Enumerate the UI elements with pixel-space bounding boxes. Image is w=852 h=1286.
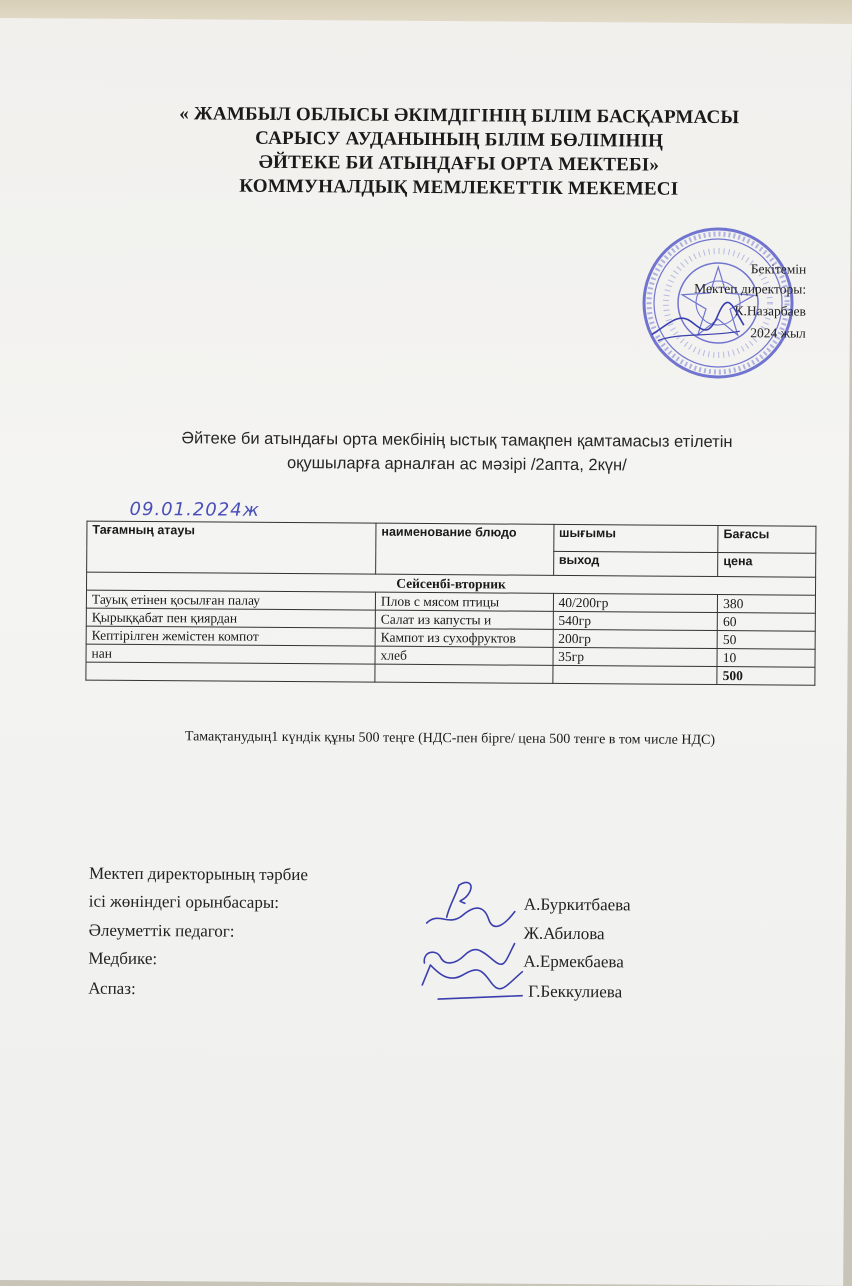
- approval-label: Бекітемін: [750, 261, 807, 277]
- menu-title-line-1: Әйтеке би атындағы орта мекбінің ыстық тамақпен қамтамасыз етілетін: [181, 429, 733, 452]
- dish-price: 380: [718, 595, 816, 614]
- dish-kz: Тауық етінен қосылған палау: [86, 590, 375, 610]
- dish-kz: нан: [86, 644, 375, 664]
- total-empty: [86, 662, 375, 682]
- dish-kz: Кептірілген жемістен компот: [86, 626, 375, 646]
- header-yield-kz: шығымы: [553, 524, 718, 552]
- total-empty: [553, 665, 718, 684]
- approval-director: Мектеп директоры:: [694, 280, 807, 297]
- signatory-name: Ж.Абилова: [523, 923, 605, 944]
- dish-ru: Салат из капусты и: [375, 610, 553, 629]
- signatory-role: Медбике:: [88, 948, 158, 969]
- header-line-2: САРЫСУ АУДАНЫНЫҢ БІЛІМ БӨЛІМІНІҢ: [255, 127, 664, 152]
- dish-price: 50: [717, 631, 815, 650]
- dish-ru: Кампот из сухофруктов: [375, 628, 553, 647]
- signatory-role: Аспаз:: [88, 978, 136, 998]
- signatory-name: А.Ермекбаева: [523, 951, 624, 972]
- document-sheet: [0, 18, 852, 1286]
- handwritten-signatures: [418, 867, 529, 1018]
- dish-yield: 540гр: [553, 611, 718, 630]
- dish-kz: Қырыққабат пен қиярдан: [86, 608, 375, 628]
- header-line-1: « ЖАМБЫЛ ОБЛЫСЫ ӘКІМДІГІНІҢ БІЛІМ БАСҚАРМАСЫ: [179, 103, 740, 129]
- menu-title-line-2: оқушыларға арналған ас мәзірі /2апта, 2күн/: [286, 454, 627, 475]
- signatory-title: Мектеп директорының тәрбие: [88, 863, 308, 885]
- dish-yield: 35гр: [553, 647, 718, 666]
- dish-yield: 40/200гр: [553, 593, 718, 612]
- header-name-kz: Тағамның атауы: [87, 521, 376, 574]
- table-header-row: [87, 521, 816, 553]
- handwritten-date: 09.01.2024ж: [129, 498, 260, 521]
- dish-yield: 200гр: [553, 629, 718, 648]
- director-signature: [648, 295, 748, 346]
- price-note: Тамақтанудың1 күндік құны 500 теңге (НДС-пен бірге/ цена 500 тенге в том числе НДС): [184, 729, 716, 749]
- header-price-ru: цена: [718, 553, 816, 578]
- header-yield-ru: выход: [553, 551, 718, 576]
- menu-table: [85, 521, 816, 686]
- day-label: Сейсенбі-вторник: [87, 572, 816, 595]
- dish-price: 10: [717, 649, 815, 668]
- signatory-role: ісі жөніндегі орынбасары:: [88, 891, 280, 912]
- header-price-kz: Бағасы: [718, 526, 816, 554]
- approval-director-name: К.Назарбаев: [734, 303, 807, 319]
- total-empty: [375, 664, 553, 683]
- header-line-4: КОММУНАЛДЫҚ МЕМЛЕКЕТТІК МЕКЕМЕСІ: [239, 175, 679, 200]
- table-total-row: [86, 662, 815, 685]
- total-price: 500: [717, 667, 815, 686]
- signatory-role: Әлеуметтік педагог:: [88, 920, 235, 941]
- signatory-name: Г.Беккулиева: [528, 981, 623, 1002]
- approval-year: 2024 жыл: [750, 325, 806, 341]
- signatory-name: А.Буркитбаева: [523, 894, 631, 915]
- dish-ru: хлеб: [375, 646, 553, 665]
- dish-ru: Плов с мясом птицы: [375, 592, 553, 611]
- dish-price: 60: [717, 613, 815, 632]
- header-name-ru: наименование блюдо: [376, 523, 554, 575]
- header-line-3: ӘЙТЕКЕ БИ АТЫНДАҒЫ ОРТА МЕКТЕБІ»: [258, 151, 660, 176]
